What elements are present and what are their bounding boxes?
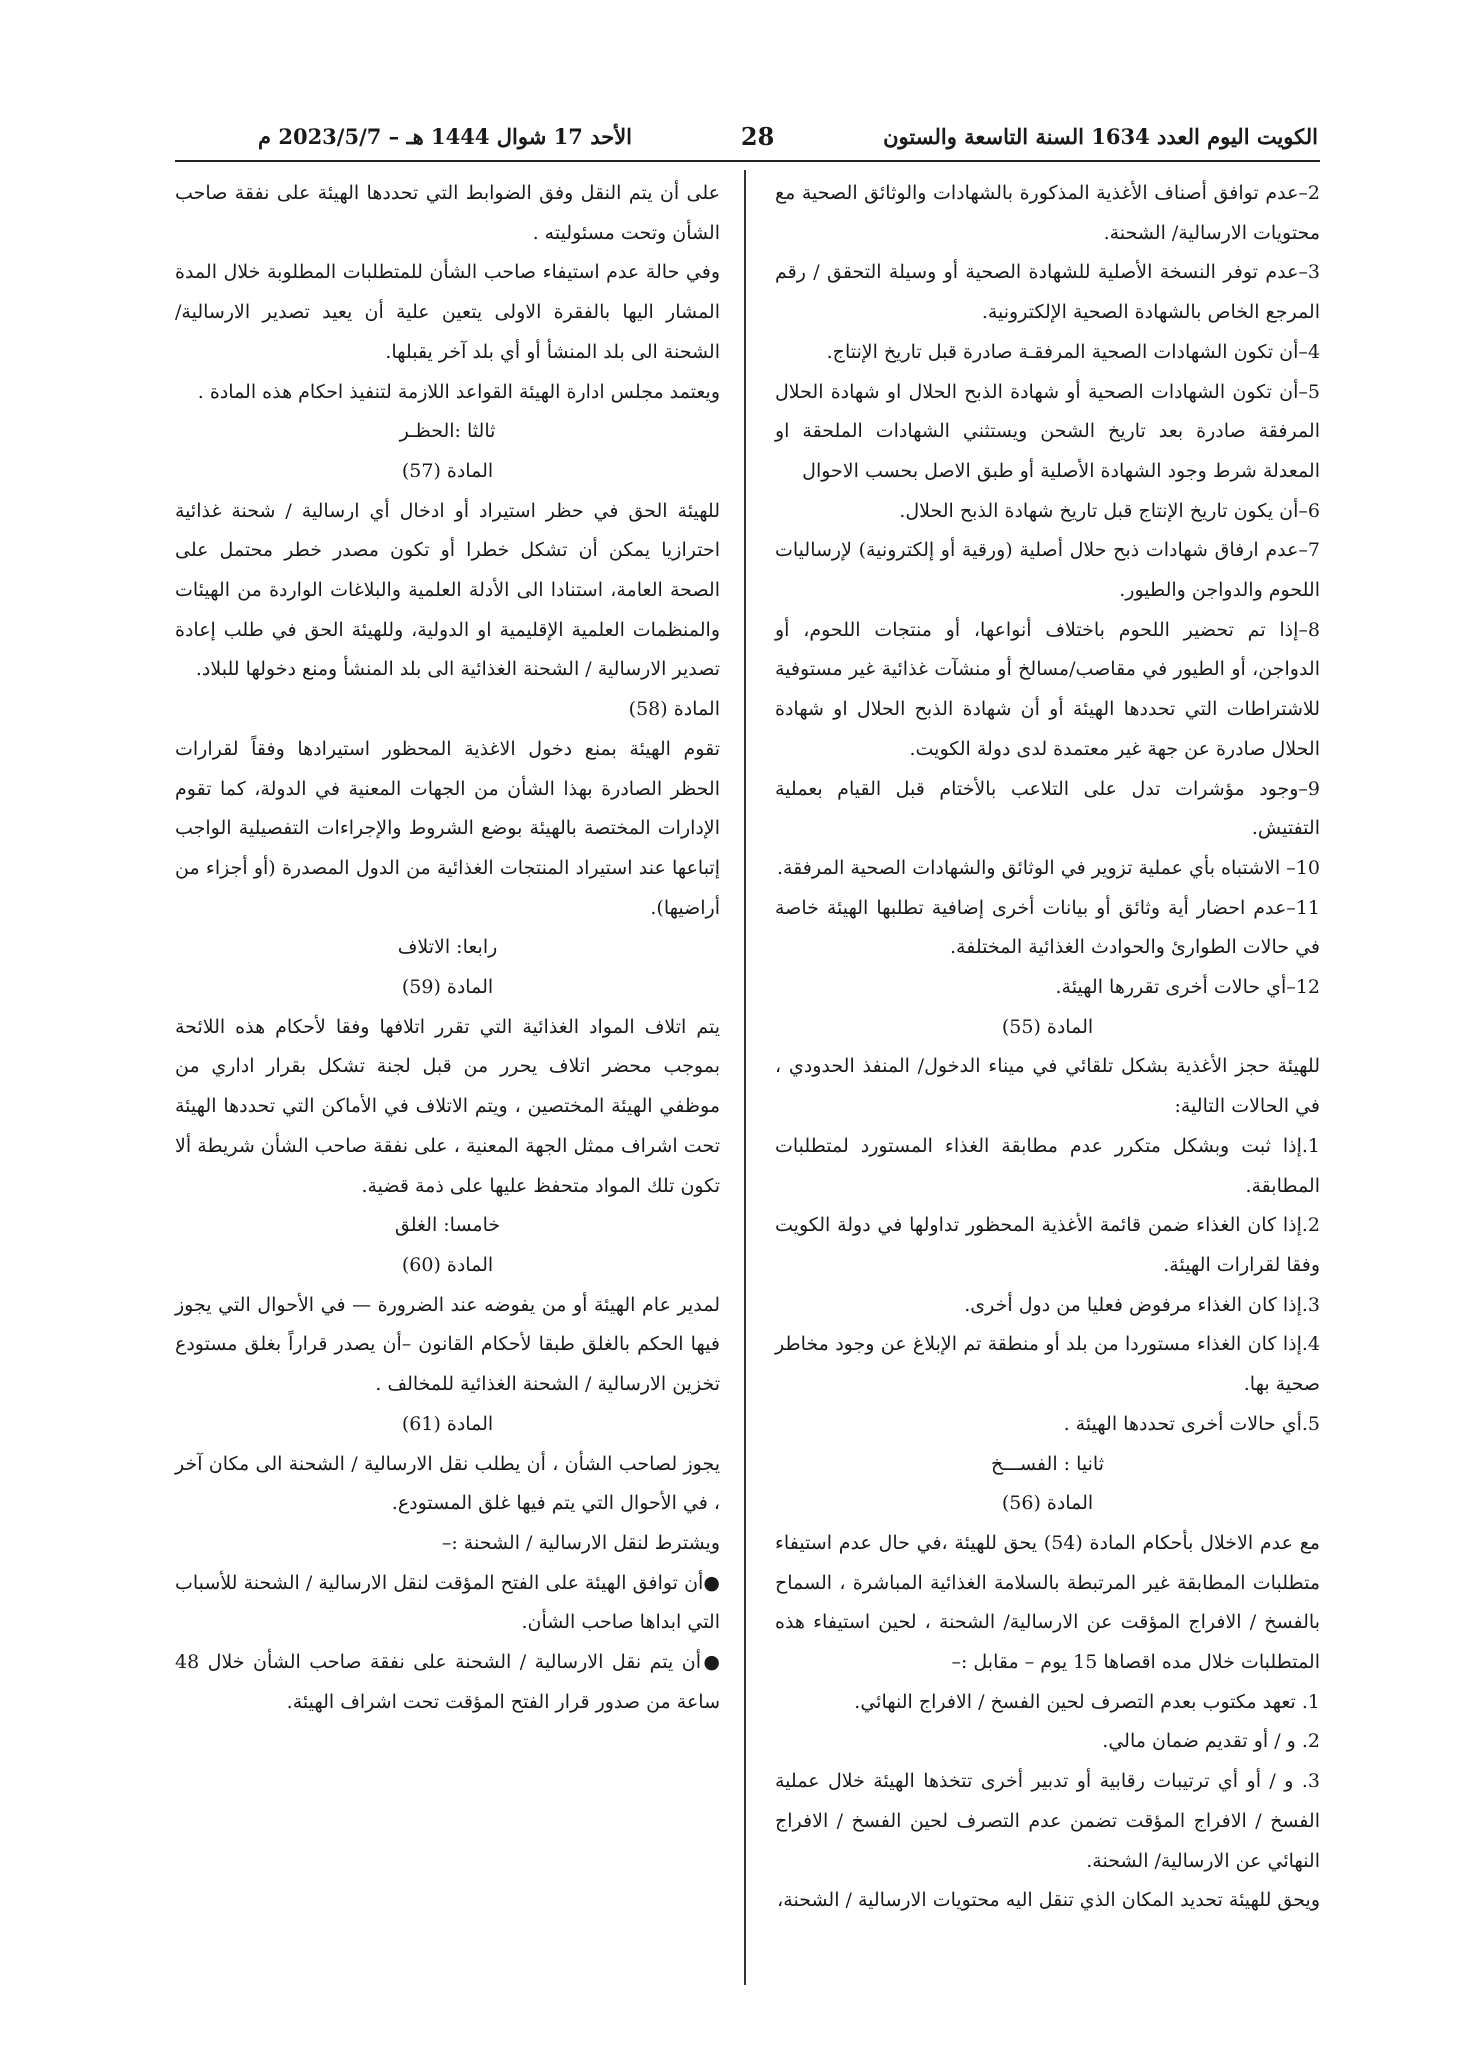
right-column-paragraph: ويحق للهيئة تحديد المكان الذي تنقل اليه محتويات الارسالية / الشحنة، — [777, 1889, 1320, 1912]
right-column-paragraph: 1.إذا ثبت وبشكل متكرر عدم مطابقة الغذاء المستورد لمتطلبات المطابقة. — [775, 1134, 1320, 1197]
publication-info: الكويت اليوم العدد 1634 السنة التاسعة والستون — [883, 123, 1318, 149]
page-header — [258, 118, 1318, 154]
issue-date: الأحد 17 شوال 1444 هـ – 2023/5/7 م — [258, 123, 633, 149]
right-column-paragraph: 5–أن تكون الشهادات الصحية أو شهادة الذبح الحلال او شهادة الحلال المرفقة صادرة بعد تاريخ الشحن ويستثني الشهادات الملحقة او المعدلة شرط وجود الشهادة الأصلية أو طبق الاصل بحسب الاحوال — [775, 380, 1320, 482]
left-column-paragraph: على أن يتم النقل وفق الضوابط التي تحددها الهيئة على نفقة صاحب الشأن وتحت مسئوليته . — [175, 182, 720, 244]
right-column-paragraph: 10– الاشتباه بأي عملية تزوير في الوثائق والشهادات الصحية المرفقة. — [776, 856, 1320, 879]
right-column-paragraph: 11–عدم احضار أية وثائق أو بيانات أخرى إضافية تطلبها الهيئة خاصة في حالات الطوارئ والحوادث الغذائية المختلفة. — [775, 896, 1320, 959]
left-column-paragraph: ويشترط لنقل الارسالية / الشحنة :– — [441, 1531, 720, 1554]
right-column-paragraph: 3.إذا كان الغذاء مرفوض فعليا من دول أخرى. — [964, 1293, 1320, 1316]
right-column-paragraph: المادة (56) — [1001, 1492, 1094, 1515]
left-column-paragraph: وفي حالة عدم استيفاء صاحب الشأن للمتطلبات المطلوبة خلال المدة المشار اليها بالفقرة الاولى يتعين علية أن يعيد تصدير الارسالية/ الشحنة الى بلد المنشأ أو أي بلد آخر يقبلها. — [175, 261, 720, 363]
header-rule — [175, 160, 1320, 162]
left-column-paragraph: ثالثا :الحظـر — [399, 420, 496, 443]
right-column-paragraph: ثانيا : الفســـخ — [991, 1452, 1104, 1475]
right-column-paragraph: 6–أن يكون تاريخ الإنتاج قبل تاريخ شهادة الذبح الحلال. — [899, 499, 1320, 522]
right-column-paragraph: 2.إذا كان الغذاء ضمن قائمة الأغذية المحظور تداولها في دولة الكويت وفقا لقرارات الهيئة. — [775, 1214, 1320, 1276]
left-column-paragraph: المادة (58) — [628, 698, 720, 721]
left-column-paragraph: ●أن يتم نقل الارسالية / الشحنة على نفقة صاحب الشأن خلال 48 ساعة من صدور قرار الفتح المؤقت تحت اشراف الهيئة. — [175, 1651, 720, 1713]
right-column-paragraph: للهيئة حجز الأغذية بشكل تلقائي في ميناء الدخول/ المنفذ الحدودي ، في الحالات التالية: — [775, 1055, 1320, 1118]
right-column-paragraph: 5.أي حالات أخرى تحددها الهيئة . — [1063, 1412, 1320, 1435]
right-column-paragraph: 9–وجود مؤشرات تدل على التلاعب بالأختام قبل القيام بعملية التفتيش. — [775, 777, 1320, 840]
column-divider — [744, 170, 746, 1985]
left-column-paragraph: المادة (57) — [401, 459, 494, 482]
right-column-paragraph: 7–عدم ارفاق شهادات ذبح حلال أصلية (ورقية أو إلكترونية) لإرساليات اللحوم والدواجن والطيور. — [775, 539, 1320, 602]
left-column-paragraph: خامسا: الغلق — [394, 1214, 501, 1237]
right-column-paragraph: 3. و / أو أي ترتيبات رقابية أو تدبير أخرى تتخذها الهيئة خلال عملية الفسخ / الافراج المؤقت تضمن عدم التصرف لحين الفسخ / الافراج النهائي عن الارسالية/ الشحنة. — [775, 1770, 1320, 1872]
right-column — [775, 174, 1320, 1921]
right-column-paragraph: مع عدم الاخلال بأحكام المادة (54) يحق للهيئة ،في حال عدم استيفاء متطلبات المطابقة غير المرتبطة بالسلامة الغذائية المباشرة ، السماح بالفسخ / الافراج المؤقت عن الارسالية/ الشحنة ، لحين استيفاء هذه المتطلبات خلال مده اقصاها 15 يوم – مقابل :– — [775, 1531, 1320, 1674]
left-column-paragraph: المادة (59) — [401, 976, 494, 999]
left-column-paragraph: المادة (61) — [401, 1412, 494, 1435]
right-column-paragraph: 3–عدم توفر النسخة الأصلية للشهادة الصحية أو وسيلة التحقق / رقم المرجع الخاص بالشهادة الصحية الإلكترونية. — [775, 261, 1320, 324]
left-column-paragraph: ويعتمد مجلس ادارة الهيئة القواعد اللازمة لتنفيذ احكام هذه المادة . — [197, 380, 720, 403]
right-column-paragraph: 1. تعهد مكتوب بعدم التصرف لحين الفسخ / الافراج النهائي. — [854, 1690, 1320, 1713]
right-column-paragraph: 4.إذا كان الغذاء مستوردا من بلد أو منطقة تم الإبلاغ عن وجود مخاطر صحية بها. — [775, 1333, 1320, 1396]
left-column-paragraph: يتم اتلاف المواد الغذائية التي تقرر اتلافها وفقا لأحكام هذه اللائحة بموجب محضر اتلاف يحرر من قبل لجنة تشكل بقرار اداري من موظفي الهيئة المختصين ، ويتم الاتلاف في الأماكن التي تحددها الهيئة تحت اشراف ممثل الجهة المعنية ، على نفقة صاحب الشأن شريطة ألا تكون تلك المواد متحفظ عليها على ذمة قضية. — [175, 1015, 720, 1197]
left-column-paragraph: للهيئة الحق في حظر استيراد أو ادخال أي ارسالية / شحنة غذائية احترازيا يمكن أن تشكل خطرا أو تكون مصدر خطر محتمل على الصحة العامة، استنادا الى الأدلة العلمية والبلاغات الواردة من الهيئات والمنظمات العلمية الإقليمية او الدولية، وللهيئة الحق في طلب إعادة تصدير الارسالية / الشحنة الغذائية الى بلد المنشأ ومنع دخولها للبلاد. — [175, 499, 720, 681]
left-column-paragraph: لمدير عام الهيئة أو من يفوضه عند الضرورة — في الأحوال التي يجوز فيها الحكم بالغلق طبقا لأحكام القانون –أن يصدر قراراً بغلق مستودع تخزين الارسالية / الشحنة الغذائية للمخالف . — [175, 1293, 720, 1396]
left-column-paragraph: ●أن توافق الهيئة على الفتح المؤقت لنقل الارسالية / الشحنة للأسباب التي ابداها صاحب الشأن. — [175, 1571, 720, 1634]
left-column-paragraph: يجوز لصاحب الشأن ، أن يطلب نقل الارسالية / الشحنة الى مكان آخر ، في الأحوال التي يتم فيها غلق المستودع. — [175, 1452, 720, 1515]
page-number: 28 — [740, 121, 775, 151]
right-column-paragraph: 8–إذا تم تحضير اللحوم باختلاف أنواعها، أو منتجات اللحوم، أو الدواجن، أو الطيور في مقاصب/مسالخ أو منشآت غذائية غير مستوفية للاشتراطات التي تحددها الهيئة أو أن شهادة الذبح الحلال او شهادة الحلال صادرة عن جهة غير معتمدة لدى دولة الكويت. — [775, 618, 1320, 760]
right-column-paragraph: 12–أي حالات أخرى تقررها الهيئة. — [1055, 976, 1320, 999]
right-column-paragraph: 2–عدم توافق أصناف الأغذية المذكورة بالشهادات والوثائق الصحية مع محتويات الارسالية/ الشحنة. — [775, 182, 1320, 244]
right-column-paragraph: 4–أن تكون الشهادات الصحية المرفقـة صادرة قبل تاريخ الإنتاج. — [826, 340, 1320, 363]
left-column-paragraph: رابعا: الاتلاف — [397, 936, 498, 959]
left-column-paragraph: تقوم الهيئة بمنع دخول الاغذية المحظور استيرادها وفقاً لقرارات الحظر الصادرة بهذا الشأن من الجهات المعنية في الدولة، كما تقوم الإدارات المختصة بالهيئة بوضع الشروط والإجراءات التفصيلية الواجب إتباعها عند استيراد المنتجات الغذائية من الدول المصدرة (أو أجزاء من أراضيها). — [175, 737, 720, 919]
left-column-paragraph: المادة (60) — [401, 1253, 494, 1276]
left-column — [175, 174, 720, 1722]
right-column-paragraph: 2. و / أو تقديم ضمان مالي. — [1102, 1730, 1320, 1753]
right-column-paragraph: المادة (55) — [1001, 1015, 1094, 1038]
